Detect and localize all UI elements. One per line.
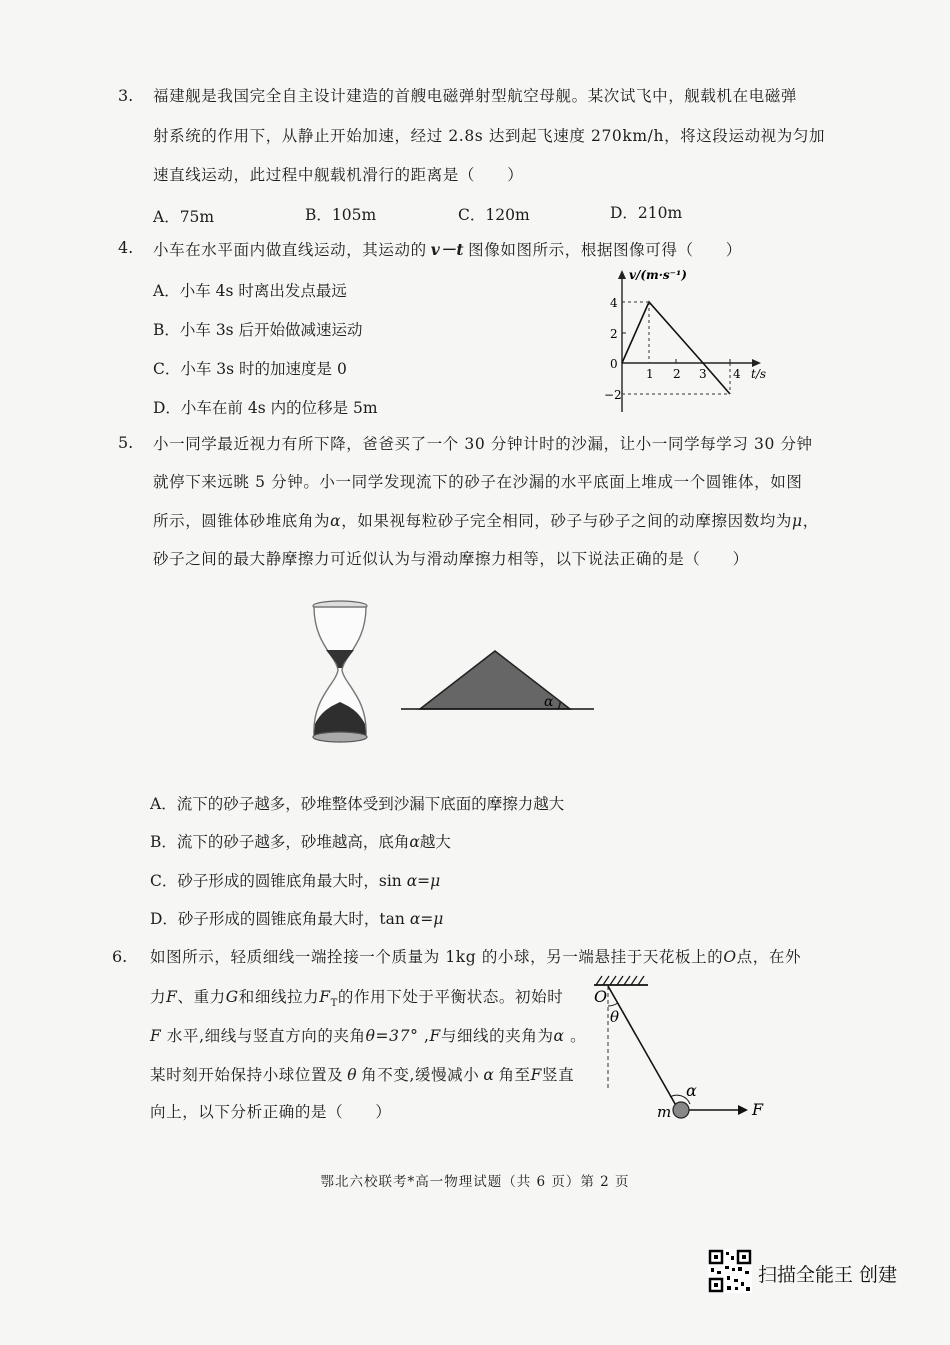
q5-line-3a: 所示，圆锥体砂堆底角为 [153,512,331,530]
q6-number: 6. [112,947,128,966]
q6-line-3-f2: F [429,1027,441,1045]
q4-option-d: D．小车在前 4s 内的位移是 5m [153,399,378,417]
q6-line-2c: 和细线拉力 [238,988,320,1006]
q5-option-c-pre: C．砂子形成的圆锥底角最大时，sin [150,872,402,890]
fig-alpha-label: α [686,1081,697,1100]
q5-option-a: A．流下的砂子越多，砂堆整体受到沙漏下底面的摩擦力越大 [150,795,565,813]
q6-line-3-alpha: α [553,1027,565,1045]
q5-line-3b: ，如果视每粒砂子完全相同，砂子与砂子之间的动摩擦因数均为 [341,512,792,530]
q6-line-3-theta: θ=37° [365,1027,419,1045]
q5-option-d [150,907,443,929]
q4-option-c: C．小车 3s 时的加速度是 0 [153,360,347,378]
q3-option-a: A．75m [153,208,215,226]
q6-line-4d: 竖直 [542,1066,575,1084]
q4-graph-y4-label: 4 [610,296,618,310]
q6-line-4a: 某时刻开始保持小球位置及 [150,1066,344,1084]
q4-option-b: B．小车 3s 后开始做减速运动 [153,321,363,339]
q4-graph-x3-label: 3 [699,367,707,381]
q6-line-4b: 角不变,缓慢减小 [361,1066,480,1084]
q4-graph-xlabel: t/s [751,367,767,381]
q6-line-4-f: F [530,1066,543,1084]
q4-stem-b: 图像如图所示，根据图像可得（ ） [468,241,742,259]
q6-line-3b: 水平,细线与竖直方向的夹角 [161,1027,366,1045]
q4-number: 4. [118,238,134,257]
page-footer: 鄂北六校联考*高一物理试题（共 6 页）第 2 页 [320,1174,630,1190]
q6-line-4c: 角至 [498,1066,531,1084]
q5-option-b [150,830,451,852]
fig-m-label: m [657,1103,672,1121]
q6-line-2 [150,985,563,1009]
q5-option-d-pre: D．砂子形成的圆锥底角最大时，tan [150,910,405,928]
q5-option-b-post: 越大 [419,833,451,851]
ball [673,1102,689,1118]
q5-mu: μ [792,512,803,530]
q4-stem-vt: v－t [430,240,465,259]
q6-line-4-alpha: α [483,1066,495,1084]
q4-graph-origin-label: 0 [610,357,618,371]
q5-line-4: 砂子之间的最大静摩擦力可近似认为与滑动摩擦力相等，以下说法正确的是（ ） [153,550,749,568]
q4-graph-ylabel: v/(m·s⁻¹) [629,268,687,282]
fig-theta-label: θ [610,1008,620,1026]
q4-graph-yneg2-label: −2 [604,388,622,402]
string-line [608,986,678,1109]
q5-hourglass-illustration [300,598,380,748]
scanner-watermark: 扫描全能王 创建 [758,1264,898,1286]
q5-option-b-pre: B．流下的砂子越多，砂堆越高，底角 [150,833,410,851]
q6-gravity-g: G [225,988,239,1006]
q6-point-o: O [723,948,737,966]
q3-number: 3. [118,86,134,105]
q5-sand-cone-diagram [398,645,598,715]
q5-option-d-eq: α=μ [404,910,444,928]
q5-line-3 [153,509,819,531]
q6-line-1 [150,945,801,967]
q5-number: 5. [118,433,134,452]
cone-alpha-label: α [544,694,554,710]
q3-line-3: 速直线运动，此过程中舰载机滑行的距离是（ ） [153,166,524,184]
force-arrow-head [738,1105,748,1115]
hourglass-base [313,732,367,742]
q4-stem-a: 小车在水平面内做直线运动，其运动的 [153,241,427,259]
q6-force-f: F [166,988,178,1006]
q6-pendulum-diagram [590,972,775,1122]
q4-graph-x1-label: 1 [646,367,654,381]
q4-graph-y-arrow [618,270,626,279]
q3-option-b: B．105m [305,206,377,224]
q6-line-2a: 力 [150,988,167,1006]
q6-tension-f: F [319,988,331,1006]
qr-code-icon [708,1249,752,1293]
q6-tension-sub: T [330,998,338,1010]
q6-line-2d: 的作用下处于平衡状态。初始时 [337,988,564,1006]
q6-line-1a: 如图所示，轻质细线一端拴接一个质量为 1kg 的小球，另一端悬挂于天花板上的 [150,948,724,966]
q6-line-4-theta: θ [347,1066,358,1084]
q6-line-3c: , [418,1027,430,1045]
q5-option-c-eq: α=μ [401,872,441,890]
q3-option-c: C．120m [458,206,530,224]
q6-line-3 [150,1024,586,1046]
q6-line-3-f: F [150,1027,162,1045]
ceiling-hatching [596,976,644,985]
q4-stem [153,238,742,260]
q6-line-3d: 与细线的夹角为 [440,1027,554,1045]
q6-line-2b: 、重力 [177,988,226,1006]
q4-graph-x-arrow [752,359,761,367]
fig-f-label: F [752,1100,764,1119]
q5-line-3c: ， [802,512,819,530]
q5-alpha: α [330,512,342,530]
hourglass-top-sand [326,650,354,668]
q4-graph-x4-label: 4 [733,367,741,381]
q5-line-1: 小一同学最近视力有所下降，爸爸买了一个 30 分钟计时的沙漏，让小一同学每学习 30 分钟 [153,435,813,453]
q4-graph-y2-label: 2 [610,327,618,341]
q6-line-3e: 。 [564,1027,587,1045]
q4-graph-x2-label: 2 [673,367,681,381]
q5-line-2: 就停下来远眺 5 分钟。小一同学发现流下的砂子在沙漏的水平底面上堆成一个圆锥体，如图 [153,473,803,491]
q3-line-2: 射系统的作用下，从静止开始加速，经过 2.8s 达到起飞速度 270km/h，将这段运动视为匀加 [153,127,826,145]
theta-arc [608,1003,618,1006]
q6-line-4 [150,1063,574,1085]
q4-vt-graph [595,262,775,422]
q5-option-b-alpha: α [409,833,420,851]
q5-option-c [150,869,440,891]
fig-o-label: O [594,987,608,1006]
q3-line-1: 福建舰是我国完全自主设计建造的首艘电磁弹射型航空母舰。某次试飞中，舰载机在电磁弹 [153,87,798,105]
q6-line-1b: 点，在外 [736,948,802,966]
q6-line-5: 向上，以下分析正确的是（ ） [150,1103,392,1121]
q4-option-a: A．小车 4s 时离出发点最远 [153,282,347,300]
q3-option-d: D．210m [610,204,683,222]
